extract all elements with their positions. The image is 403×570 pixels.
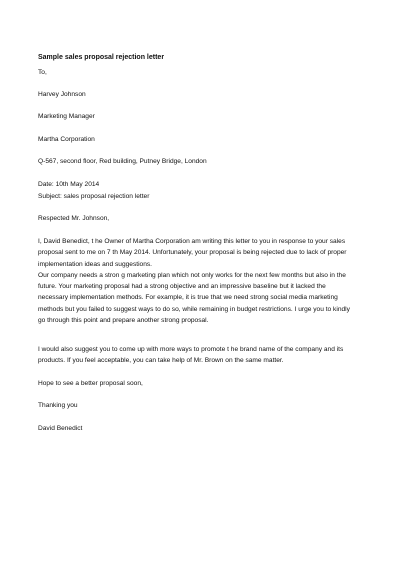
letter-subject: Subject: sales proposal rejection letter <box>38 193 150 200</box>
body-paragraph-1 <box>38 239 368 329</box>
recipient-company: Martha Corporation <box>38 136 95 143</box>
closing-thanks: Thanking you <box>38 402 78 409</box>
body-2-line: I would also suggest you to come up with more ways to promote t he brand name of the company and its <box>38 346 344 353</box>
body-1-line: implementation ideas and suggestions. <box>38 260 152 268</box>
recipient-name: Harvey Johnson <box>38 91 86 98</box>
body-paragraph-2 <box>38 347 368 370</box>
body-1-line: methods but you failed to suggest ways to do so, while remaining in budget restrictions. I urge you to kindly <box>38 305 350 313</box>
recipient-address: Q-567, second floor, Red building, Putney Bridge, London <box>38 158 207 165</box>
signature-name: David Benedict <box>38 425 83 432</box>
letter-date: Date: 10th May 2014 <box>38 181 100 188</box>
body-1-line: Our company needs a stron g marketing plan which not only works for the next few months but also in the <box>38 271 346 279</box>
letter-title: Sample sales proposal rejection letter <box>38 54 165 61</box>
body-1-line: future. Your marketing proposal had a strong objective and an impressive baseline but it lacked the <box>38 283 326 291</box>
letter-greeting: Respected Mr. Johnson, <box>38 215 110 222</box>
body-1-line: proposal sent to me on 7 th May 2014. Unfortunately, your proposal is being rejected due to lack of proper <box>38 249 347 257</box>
body-1-line: go through this point and prepare another strong proposal. <box>38 317 209 325</box>
body-1-line: necessary implementation methods. For example, it is true that we need strong social media marketing <box>38 294 338 302</box>
body-1-line: I, David Benedict, t he Owner of Martha Corporation am writing this letter to you in response to your sales <box>38 238 346 245</box>
closing-hope: Hope to see a better proposal soon, <box>38 380 143 387</box>
body-2-line: products. If you feel acceptable, you can take help of Mr. Brown on the same matter. <box>38 357 284 365</box>
recipient-title: Marketing Manager <box>38 113 95 120</box>
salutation-to: To, <box>38 69 47 76</box>
